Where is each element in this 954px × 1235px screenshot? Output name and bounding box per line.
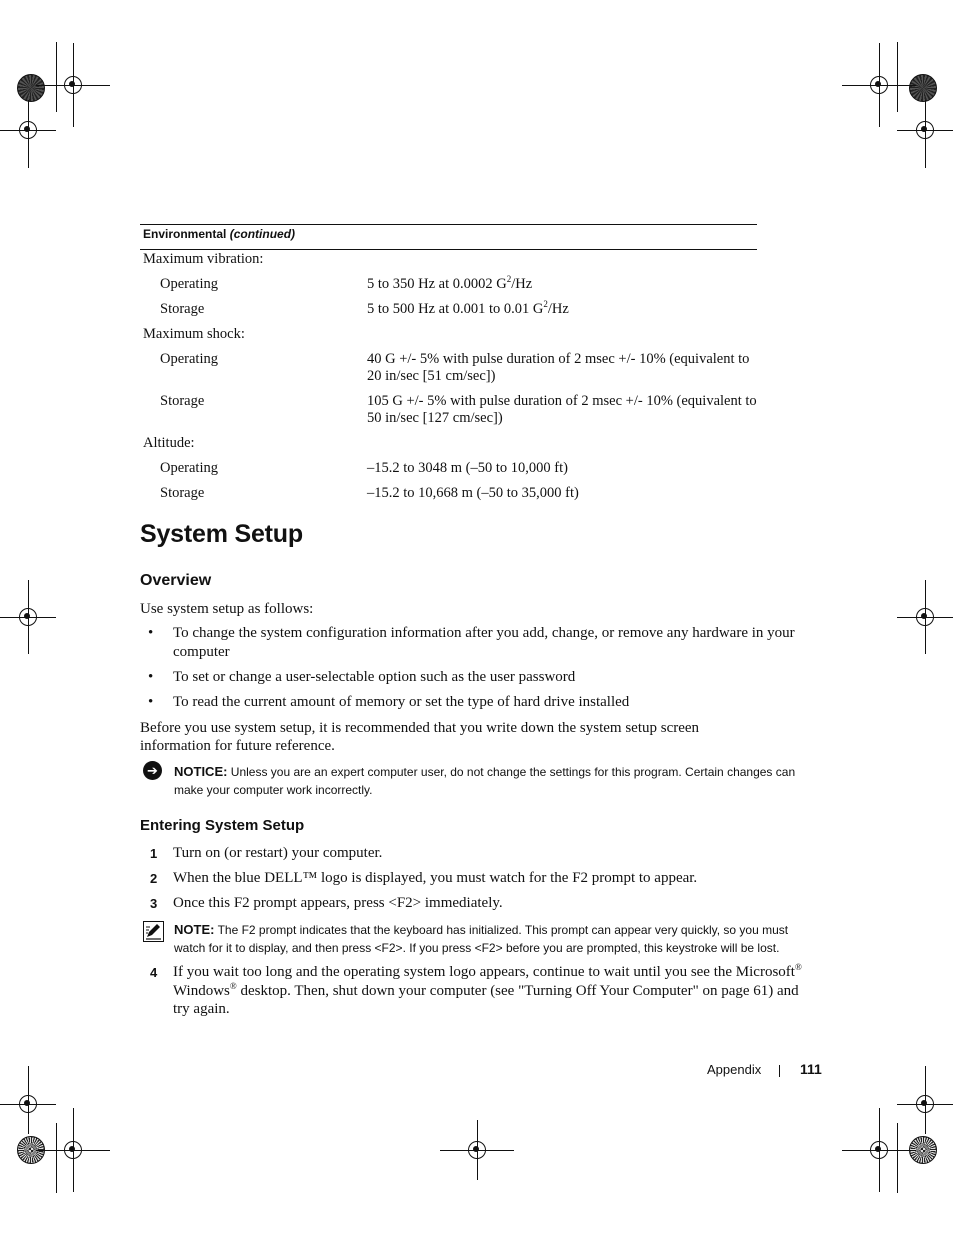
crop-mark — [56, 42, 57, 112]
note-label: NOTE: — [174, 922, 215, 937]
alt-storage-label: Storage — [160, 485, 205, 501]
notice-text — [174, 763, 819, 799]
notice-label: NOTICE: — [174, 764, 228, 779]
table-title-suffix: (continued) — [229, 227, 296, 241]
registration-star-icon — [909, 74, 937, 102]
vib-operating-label: Operating — [160, 276, 218, 292]
step-text: If you wait too long and the operating system logo appears, continue to wait until you see the Microsoft® Windows® desktop. Then, shut down your computer (see "Turning Off Your Computer" on page 61) and try again. — [173, 962, 802, 1017]
shock-operating-value: 40 G +/- 5% with pulse duration of 2 msec +/- 10% (equivalent to 20 in/sec [51 cm/sec]) — [367, 351, 750, 384]
shock-label: Maximum shock: — [143, 326, 245, 342]
shock-storage-value: 105 G +/- 5% with pulse duration of 2 msec +/- 10% (equivalent to 50 in/sec [127 cm/sec]) — [367, 393, 757, 426]
alt-operating-value: –15.2 to 3048 m (–50 to 10,000 ft) — [367, 460, 568, 476]
step-text: Once this F2 prompt appears, press <F2> immediately. — [173, 895, 503, 911]
overview-after: Before you use system setup, it is recommended that you write down the system setup screen information for future reference. — [140, 720, 700, 754]
footer-divider — [779, 1065, 780, 1077]
crop-mark — [897, 1123, 898, 1193]
bullet-icon: • — [148, 625, 154, 641]
vib-storage-label: Storage — [160, 301, 205, 317]
alt-operating-label: Operating — [160, 460, 218, 476]
section-title: System Setup — [140, 520, 303, 548]
list-item: To set or change a user-selectable option such as the user password — [173, 669, 576, 685]
crop-mark — [897, 42, 898, 112]
registration-star-icon — [17, 74, 45, 102]
step-number: 3 — [150, 896, 158, 911]
note-body: The F2 prompt indicates that the keyboard has initialized. This prompt can appear very quickly, so you must watch for it to display, and then press <F2>. If you press <F2> before you are prompted, this keystroke will be lost. — [174, 923, 789, 955]
table-header-rule — [140, 249, 757, 250]
overview-heading: Overview — [140, 572, 212, 589]
shock-operating-label: Operating — [160, 351, 218, 367]
step-text: When the blue DELL™ logo is displayed, you must watch for the F2 prompt to appear. — [173, 870, 698, 886]
step-text: Turn on (or restart) your computer. — [173, 845, 383, 861]
bullet-icon: • — [148, 669, 154, 685]
vib-operating-value: 5 to 350 Hz at 0.0002 $G^2/Hz$ — [367, 274, 533, 292]
step-number: 1 — [150, 846, 158, 861]
note-text — [174, 921, 819, 957]
alt-storage-value: –15.2 to 10,668 m (–50 to 35,000 ft) — [367, 485, 579, 501]
altitude-label: Altitude: — [143, 435, 195, 451]
table-top-rule — [140, 224, 757, 225]
footer-section: Appendix — [707, 1062, 762, 1077]
shock-storage-label: Storage — [160, 393, 205, 409]
table-title — [143, 227, 295, 241]
list-item: To read the current amount of memory or set the type of hard drive installed — [173, 694, 630, 710]
entering-heading: Entering System Setup — [140, 817, 305, 834]
list-item: To change the system configuration information after you add, change, or remove any hardware in your computer — [173, 625, 795, 660]
notice-body: Unless you are an expert computer user, do not change the settings for this program. Certain changes can make your computer work incorrectly. — [174, 765, 796, 797]
crop-mark — [56, 1123, 57, 1193]
step-number: 2 — [150, 871, 158, 886]
notice-arrow-icon: ➔ — [143, 761, 162, 780]
pencil-note-icon — [143, 921, 164, 942]
vib-storage-value: 5 to 500 Hz at 0.001 to 0.01 $G^2/Hz$ — [367, 299, 569, 317]
page-number: 111 — [800, 1061, 822, 1077]
table-title-main: Environmental — [143, 227, 227, 241]
overview-intro: Use system setup as follows: — [140, 601, 314, 617]
step-number: 4 — [150, 965, 158, 980]
bullet-icon: • — [148, 694, 154, 710]
vibration-label: Maximum vibration: — [143, 251, 264, 267]
